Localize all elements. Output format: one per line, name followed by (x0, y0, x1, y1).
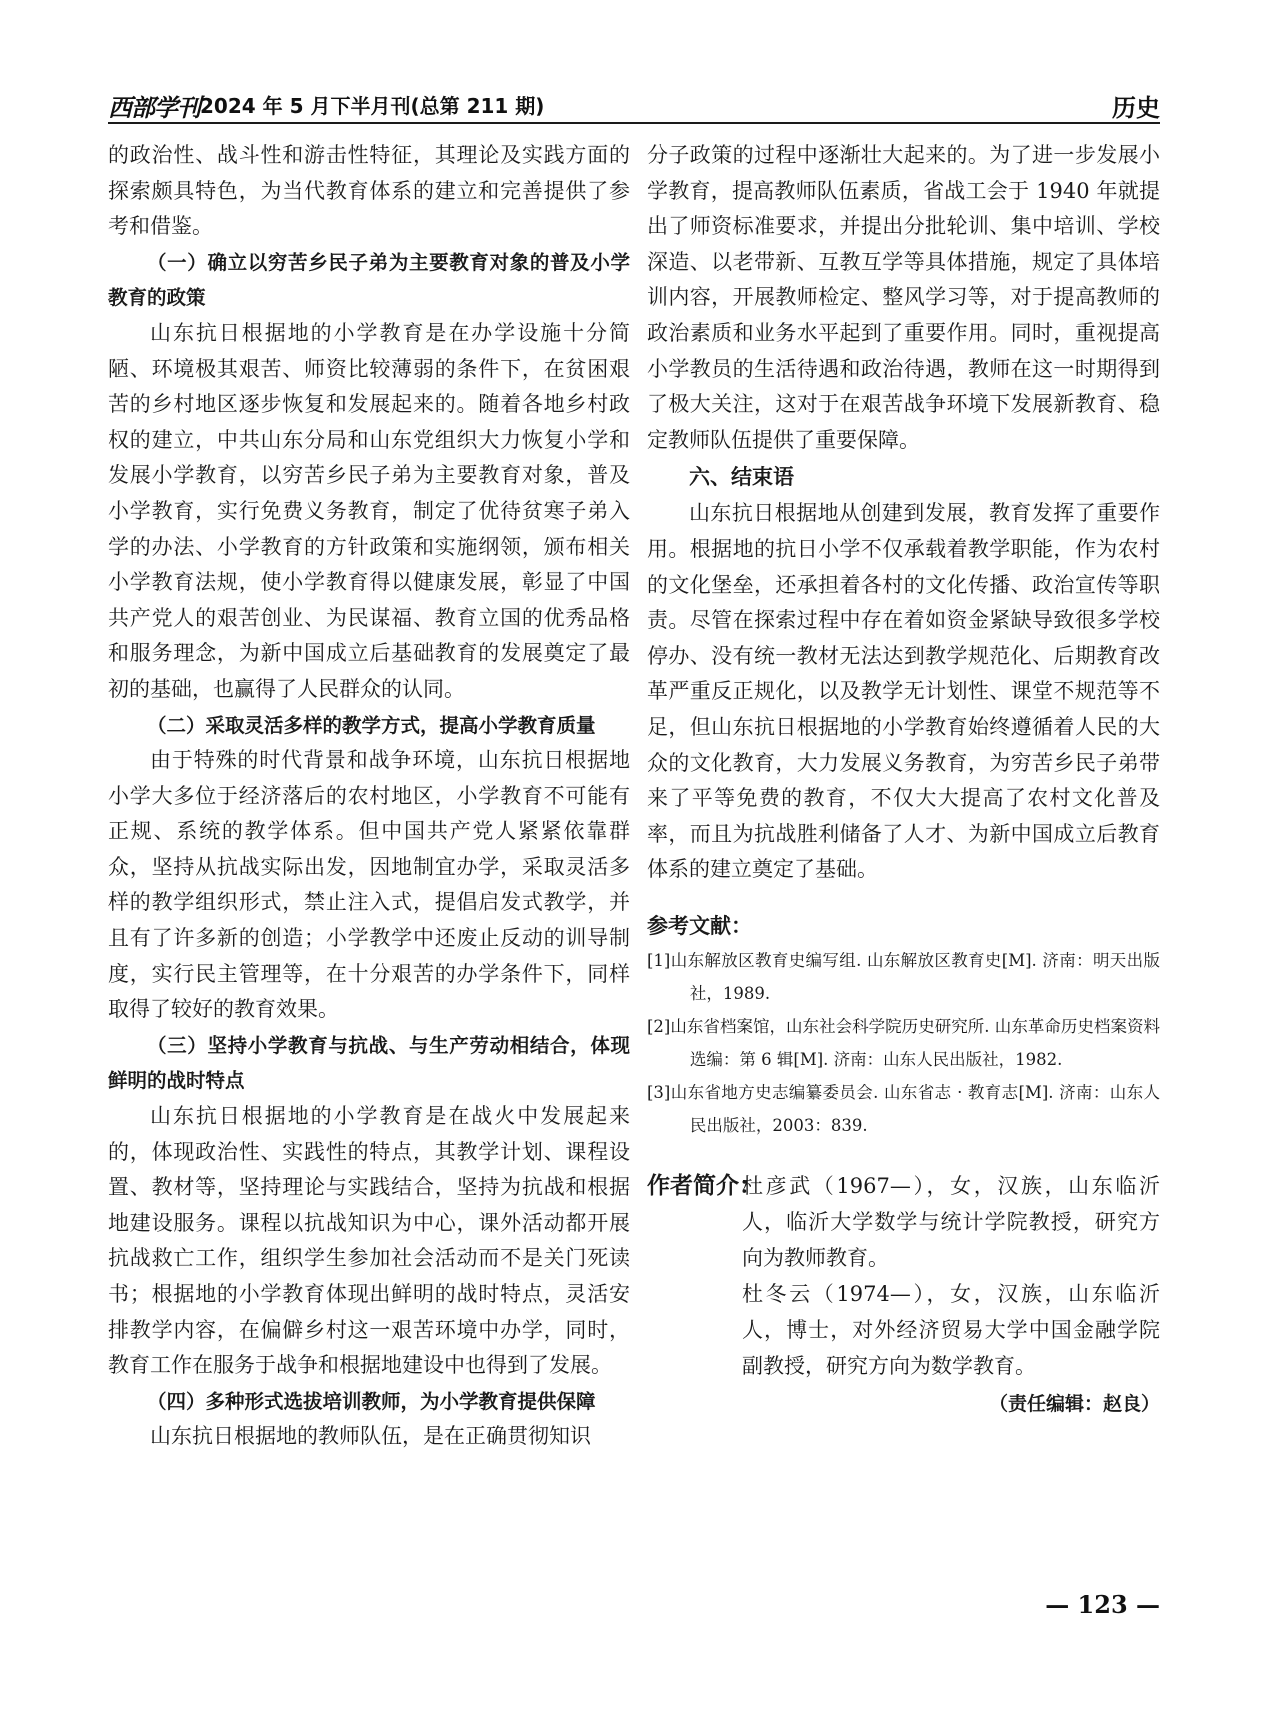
author-info (647, 1168, 1160, 1384)
section-heading-1: （一）确立以穷苦乡民子弟为主要教育对象的普及小学教育的政策 (108, 250, 630, 310)
paragraph: 由于特殊的时代背景和战争环境，山东抗日根据地小学大多位于经济落后的农村地区，小学教育不可能有正规、系统的教学体系。但中国共产党人紧紧依靠群众，坚持从抗战实际出发，因地制宜办学，采取灵活多样的教学组织形式，禁止注入式，提倡启发式教学，并且有了许多新的创造；小学教学中还废止反动的训导制度，实行民主管理等，在十分艰苦的办学条件下，同样取得了较好的教育效果。 (108, 748, 630, 1022)
section-heading-4: （四）多种形式选拔培训教师，为小学教育提供保障 (147, 1389, 596, 1413)
section-heading-3: （三）坚持小学教育与抗战、与生产劳动相结合，体现鲜明的战时特点 (108, 1033, 630, 1093)
reference-item: [2]山东省档案馆，山东社会科学院历史研究所. 山东革命历史档案资料选编：第 6 辑[M]. 济南：山东人民出版社，1982. (647, 1016, 1160, 1069)
left-column (108, 138, 630, 1455)
page-number: — 123 — (1045, 1590, 1160, 1619)
section-heading-2: （二）采取灵活多样的教学方式，提高小学教育质量 (147, 713, 596, 737)
paragraph: 山东抗日根据地的小学教育是在办学设施十分简陋、环境极其艰苦、师资比较薄弱的条件下，在贫困艰苦的乡村地区逐步恢复和发展起来的。随着各地乡村政权的建立，中共山东分局和山东党组织大力恢复小学和发展小学教育，以穷苦乡民子弟为主要教育对象，普及小学教育，实行免费义务教育，制定了优待贫寒子弟入学的办法、小学教育的方针政策和实施纲领，颁布相关小学教育法规，使小学教育得以健康发展，彰显了中国共产党人的艰苦创业、为民谋福、教育立国的优秀品格和服务理念，为新中国成立后基础教育的发展奠定了最初的基础，也赢得了人民群众的认同。 (108, 320, 630, 701)
author-bio (742, 1168, 1160, 1384)
reference-item: [1]山东解放区教育史编写组. 山东解放区教育史[M]. 济南：明天出版社，1989. (647, 950, 1160, 1003)
issue-info: 2024 年 5 月下半月刊(总第 211 期) (200, 94, 545, 118)
author-label: 作者简介： (647, 1172, 762, 1199)
references-title: 参考文献： (647, 913, 752, 938)
responsible-editor: （责任编辑：赵良） (988, 1392, 1160, 1415)
reference-item: [3]山东省地方史志编纂委员会. 山东省志 · 教育志[M]. 济南：山东人民出版社，2003：839. (647, 1082, 1160, 1135)
right-column (647, 138, 1160, 1422)
paragraph: 山东抗日根据地从创建到发展，教育发挥了重要作用。根据地的抗日小学不仅承载着教学职能，作为农村的文化堡垒，还承担着各村的文化传播、政治宣传等职责。尽管在探索过程中存在着如资金紧缺导致很多学校停办、没有统一教材无法达到教学规范化、后期教育改革严重反正规化，以及教学无计划性、课堂不规范等不足，但山东抗日根据地的小学教育始终遵循着人民的大众的文化教育，大力发展义务教育，为穷苦乡民子弟带来了平等免费的教育，不仅大大提高了农村文化普及率，而且为抗战胜利储备了人才、为新中国成立后教育体系的建立奠定了基础。 (647, 501, 1160, 882)
paragraph: 的政治性、战斗性和游击性特征，其理论及实践方面的探索颇具特色，为当代教育体系的建立和完善提供了参考和借鉴。 (108, 143, 630, 239)
journal-logo: 西部学刊 (108, 93, 200, 122)
conclusion-heading: 六、结束语 (689, 465, 794, 490)
page-header (108, 82, 1160, 124)
section-name: 历史 (1112, 94, 1160, 122)
paragraph: 山东抗日根据地的教师队伍，是在正确贯彻知识 (150, 1424, 591, 1449)
paragraph: 山东抗日根据地的小学教育是在战火中发展起来的，体现政治性、实践性的特点，其教学计划、课程设置、教材等，坚持理论与实践结合，坚持为抗战和根据地建设服务。课程以抗战知识为中心，课外活动都开展抗战救亡工作，组织学生参加社会活动而不是关门死读书；根据地的小学教育体现出鲜明的战时特点，灵活安排教学内容，在偏僻乡村这一艰苦环境中办学，同时，教育工作在服务于战争和根据地建设中也得到了发展。 (108, 1104, 630, 1378)
author-entry: 杜冬云（1974—），女，汉族，山东临沂人，博士，对外经济贸易大学中国金融学院副教授，研究方向为数学教育。 (742, 1281, 1160, 1378)
author-entry: 杜彦武（1967—），女，汉族，山东临沂人，临沂大学数学与统计学院教授，研究方向为教师教育。 (742, 1173, 1160, 1270)
paragraph: 分子政策的过程中逐渐壮大起来的。为了进一步发展小学教育，提高教师队伍素质，省战工会于 1940 年就提出了师资标准要求，并提出分批轮训、集中培训、学校深造、以老带新、互教互学等具体措施，规定了具体培训内容，开展教师检定、整风学习等，对于提高教师的政治素质和业务水平起到了重要作用。同时，重视提高小学教员的生活待遇和政治待遇，教师在这一时期得到了极大关注，这对于在艰苦战争环境下发展新教育、稳定教师队伍提供了重要保障。 (647, 143, 1160, 452)
